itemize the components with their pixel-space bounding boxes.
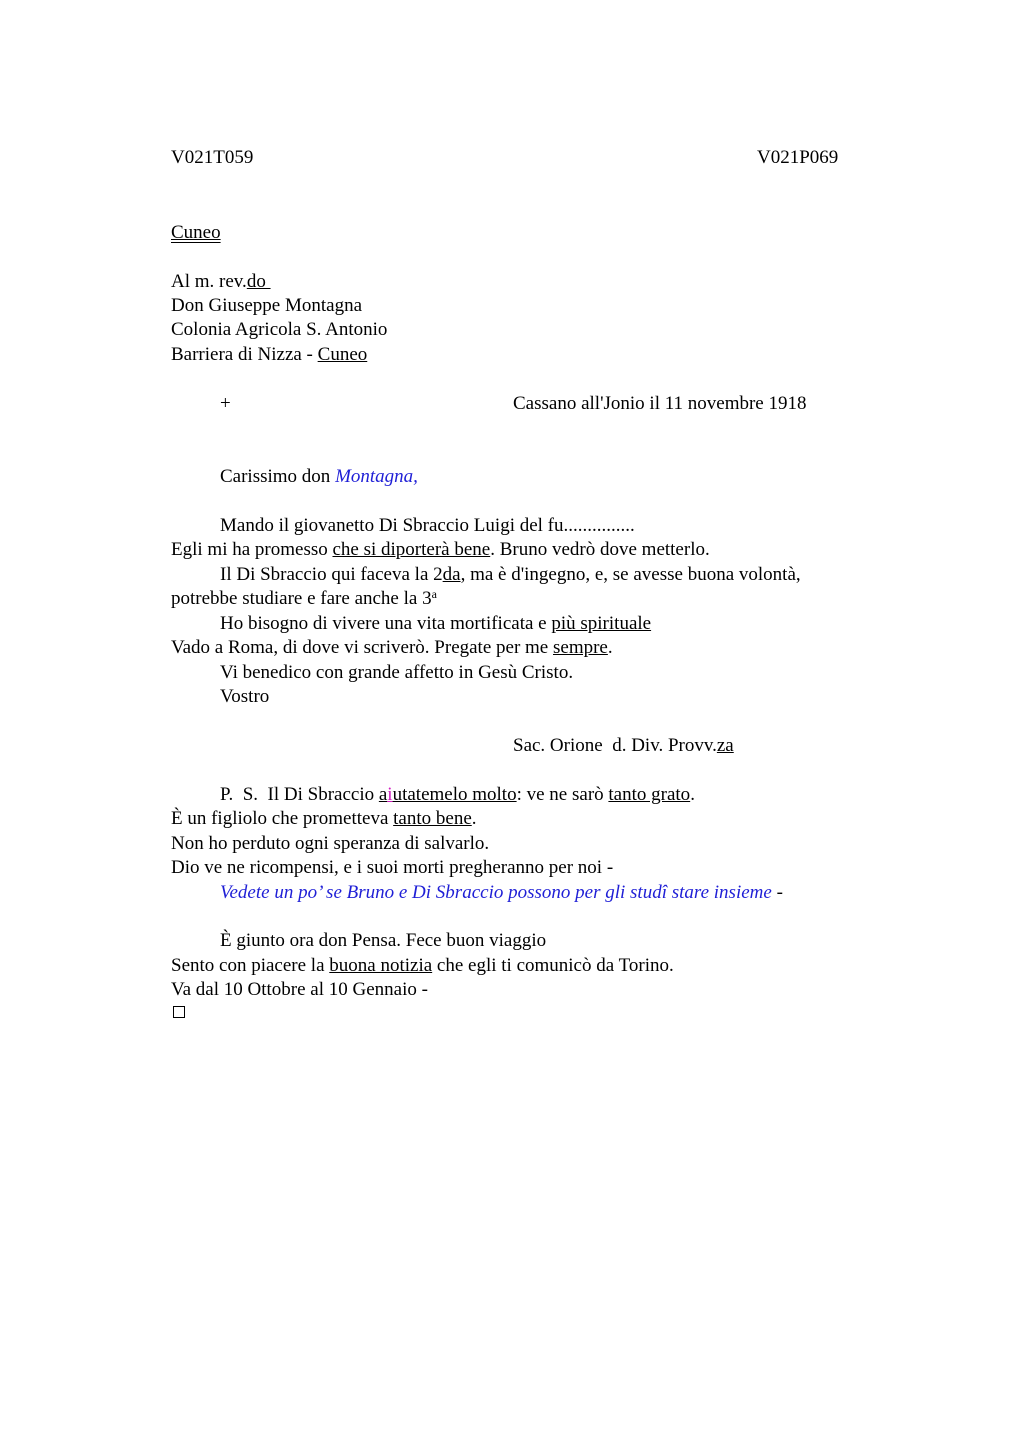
place-date: Cassano all'Jonio il 11 novembre 1918 [513,393,807,414]
body-line-8: Vostro [220,686,270,707]
address-line-1: Al m. rev.do [171,271,271,292]
salutation: Carissimo don Montagna, [220,466,418,487]
body-line-2: Egli mi ha promesso che si diporterà bene. Bruno vedrò dove metterlo. [171,539,710,560]
end-checkbox-icon [173,1006,185,1018]
body-line-3: Il Di Sbraccio qui faceva la 2da, ma è d'ingegno, e, se avesse buona volontà, [220,564,801,585]
postscript-line-3: Non ho perduto ogni speranza di salvarlo. [171,833,490,854]
address-line-3: Colonia Agricola S. Antonio [171,319,388,340]
cross-mark: + [220,393,231,414]
page-title: Cuneo [171,222,221,243]
doc-code-left: V021T059 [171,147,254,168]
doc-code-right: V021P069 [757,147,839,168]
postscript-line-5: Vedete un po’ se Bruno e Di Sbraccio possono per gli studî stare insieme - [220,882,783,903]
body-line-4: potrebbe studiare e fare anche la 3$^a$ [171,587,437,609]
postscript-line-1: P. S. Il Di Sbraccio aiutatemelo molto: ve ne sarò tanto grato. [220,784,695,805]
postscript-line-2: È un figliolo che prometteva tanto bene. [171,808,477,829]
body-line-7: Vi benedico con grande affetto in Gesù Cristo. [220,662,574,683]
body-line-1: Mando il giovanetto Di Sbraccio Luigi del fu............... [220,515,635,536]
closing-line-3: Va dal 10 Ottobre al 10 Gennaio - [171,979,428,1000]
closing-line-2: Sento con piacere la buona notizia che egli ti comunicò da Torino. [171,955,674,976]
body-line-5: Ho bisogno di vivere una vita mortificata e più spirituale [220,613,652,634]
address-line-2: Don Giuseppe Montagna [171,295,363,316]
signature: Sac. Orione d. Div. Provv.za [513,735,734,756]
postscript-line-4: Dio ve ne ricompensi, e i suoi morti pregheranno per noi - [171,857,614,878]
address-line-4: Barriera di Nizza - Cuneo [171,344,368,365]
closing-line-1: È giunto ora don Pensa. Fece buon viaggio [220,930,547,951]
body-line-6: Vado a Roma, di dove vi scriverò. Pregate per me sempre. [171,637,613,658]
